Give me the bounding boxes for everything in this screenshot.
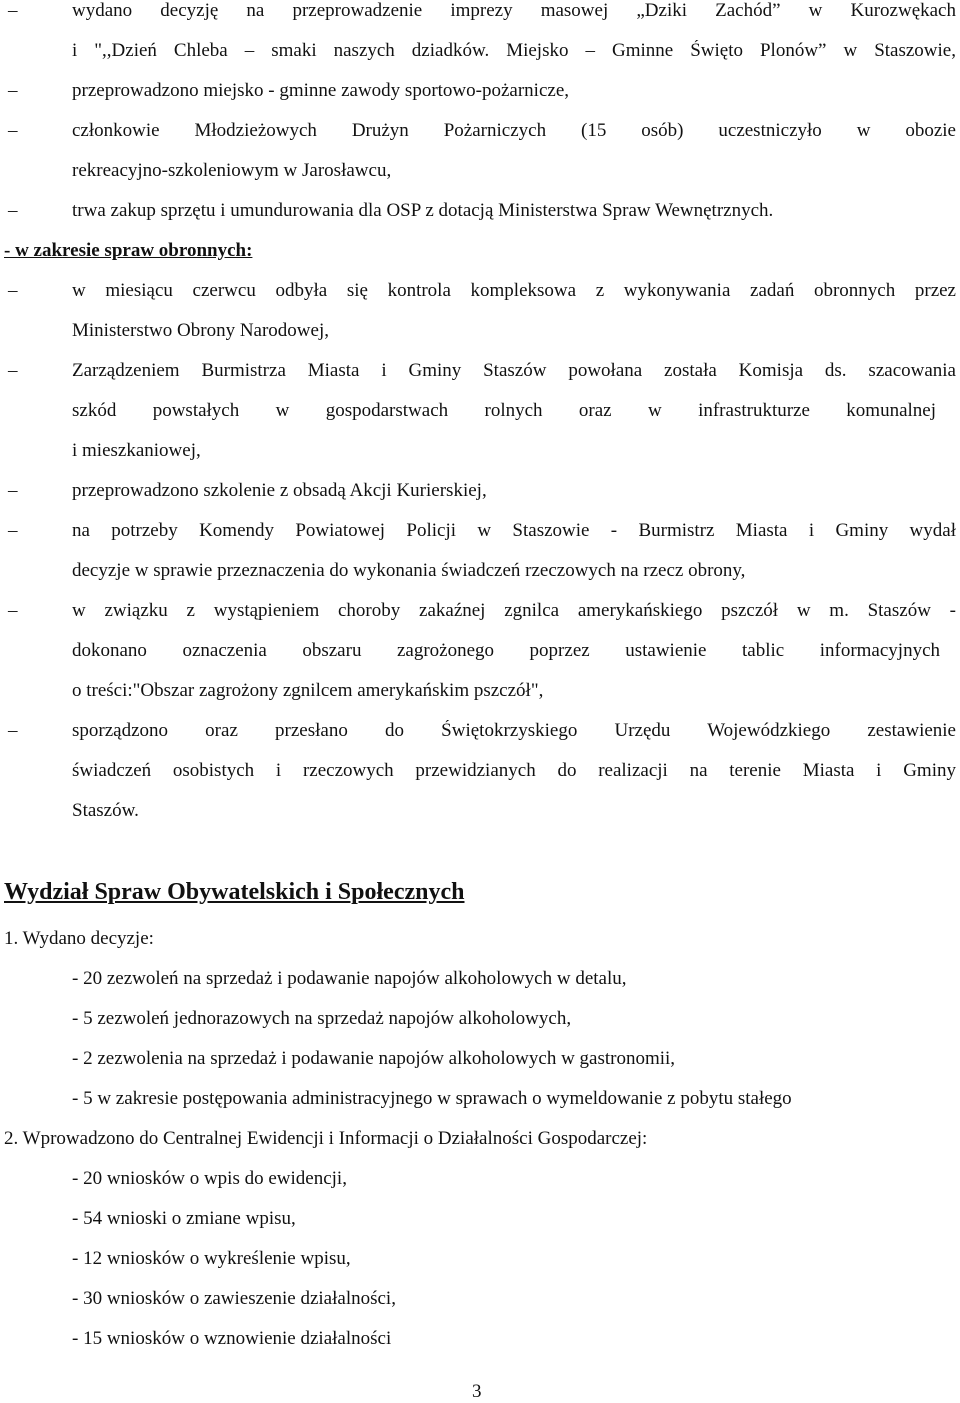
body-line: świadczeń osobistych i rzeczowych przewidzianych do realizacji na terenie Miasta i Gminy (72, 760, 956, 781)
body-line: dokonano oznaczenia obszaru zagrożonego poprzez ustawienie tablic informacyjnych (72, 640, 940, 661)
list-dash: – (8, 360, 18, 381)
page-number: 3 (472, 1381, 482, 1402)
body-line: przeprowadzono szkolenie z obsadą Akcji Kurierskiej, (72, 480, 487, 501)
list-item: - 12 wniosków o wykreślenie wpisu, (72, 1248, 351, 1269)
section-title: Wydział Spraw Obywatelskich i Społecznych (4, 879, 465, 905)
body-line: Ministerstwo Obrony Narodowej, (72, 320, 329, 341)
body-line: i mieszkaniowej, (72, 440, 201, 461)
body-line: na potrzeby Komendy Powiatowej Policji w Staszowie - Burmistrz Miasta i Gminy wydał (72, 520, 956, 541)
list-item: - 20 zezwoleń na sprzedaż i podawanie napojów alkoholowych w detalu, (72, 968, 627, 989)
body-line: decyzje w sprawie przeznaczenia do wykonania świadczeń rzeczowych na rzecz obrony, (72, 560, 746, 581)
body-line: i ",,Dzień Chleba – smaki naszych dziadków. Miejsko – Gminne Święto Plonów” w Staszowie, (72, 40, 956, 61)
list-item: - 2 zezwolenia na sprzedaż i podawanie napojów alkoholowych w gastronomii, (72, 1048, 676, 1069)
point-label: 1. Wydano decyzje: (4, 928, 154, 949)
list-item: - 54 wnioski o zmiane wpisu, (72, 1208, 296, 1229)
body-line: trwa zakup sprzętu i umundurowania dla OSP z dotacją Ministerstwa Spraw Wewnętrznych. (72, 200, 774, 221)
body-line: rekreacyjno-szkoleniowym w Jarosławcu, (72, 160, 392, 181)
body-line: wydano decyzję na przeprowadzenie imprezy masowej „Dziki Zachód” w Kurozwękach (72, 0, 956, 21)
body-line: Staszów. (72, 800, 139, 821)
body-line: przeprowadzono miejsko - gminne zawody sportowo-pożarnicze, (72, 80, 569, 101)
list-dash: – (8, 200, 18, 221)
list-dash: – (8, 600, 18, 621)
body-line: sporządzono oraz przesłano do Świętokrzyskiego Urzędu Wojewódzkiego zestawienie (72, 720, 956, 741)
list-item: - 5 w zakresie postępowania administracyjnego w sprawach o wymeldowanie z pobytu stałego (72, 1088, 792, 1109)
list-item: - 15 wniosków o wznowienie działalności (72, 1328, 392, 1349)
body-line: w związku z wystąpieniem choroby zakaźnej zgnilca amerykańskiego pszczół w m. Staszów - (72, 600, 956, 621)
defense-subheading: - w zakresie spraw obronnych: (4, 240, 253, 261)
list-item: - 30 wniosków o zawieszenie działalności, (72, 1288, 396, 1309)
list-dash: – (8, 720, 18, 741)
body-line: członkowie Młodzieżowych Drużyn Pożarniczych (15 osób) uczestniczyło w obozie (72, 120, 956, 141)
list-dash: – (8, 120, 18, 141)
body-line: Zarządzeniem Burmistrza Miasta i Gminy Staszów powołana została Komisja ds. szacowania (72, 360, 956, 381)
body-line: szkód powstałych w gospodarstwach rolnych oraz w infrastrukturze komunalnej (72, 400, 936, 421)
list-item: - 5 zezwoleń jednorazowych na sprzedaż napojów alkoholowych, (72, 1008, 572, 1029)
list-item: - 20 wniosków o wpis do ewidencji, (72, 1168, 347, 1189)
body-line: o treści:"Obszar zagrożony zgnilcem amerykańskim pszczół", (72, 680, 544, 701)
list-dash: – (8, 0, 18, 21)
point-label: 2. Wprowadzono do Centralnej Ewidencji i Informacji o Działalności Gospodarczej: (4, 1128, 648, 1149)
list-dash: – (8, 520, 18, 541)
list-dash: – (8, 280, 18, 301)
body-line: w miesiącu czerwcu odbyła się kontrola kompleksowa z wykonywania zadań obronnych przez (72, 280, 956, 301)
list-dash: – (8, 80, 18, 101)
list-dash: – (8, 480, 18, 501)
